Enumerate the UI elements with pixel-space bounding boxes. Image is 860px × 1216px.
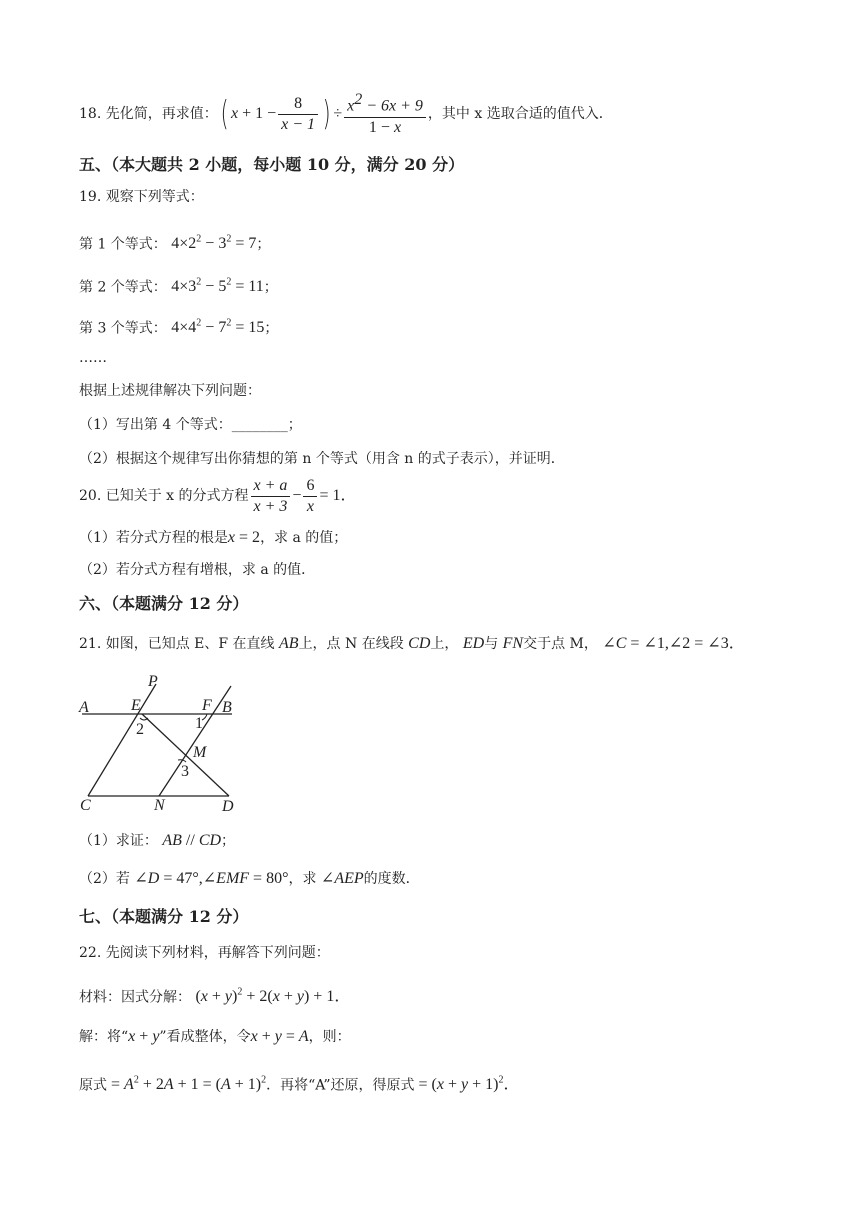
q21-figure xyxy=(74,668,254,818)
q22-material-label: 材料：因式分解： xyxy=(79,989,191,1006)
q22-orig-label: 原式 xyxy=(79,1077,107,1094)
q18-tail: ，其中 x 选取合适的值代入． xyxy=(427,106,613,122)
label-angle-2: 2 xyxy=(136,721,144,738)
q21-part2-a: （2）若 xyxy=(79,871,130,887)
label-a: A xyxy=(79,699,89,716)
section-6-heading: 六、（本题满分 12 分） xyxy=(79,594,249,613)
q22-sol-a: 解：将“ xyxy=(79,1029,129,1045)
q21-text-c: 上， xyxy=(430,636,459,652)
q19-part2: （2）根据这个规律写出你猜想的第 n 个等式（用含 n 的式子表示），并证明． xyxy=(79,451,565,467)
line-cp xyxy=(88,684,156,796)
q19-eq2: 第 2 个等式： $4\times 3^2 - 5^2 = 11$； xyxy=(79,277,278,296)
q22-result: 原式 = $A^2 + 2A + 1 = (A + 1)^2$．再将“A”还原，得原式 = $(x + y + 1)^2$． xyxy=(79,1075,520,1094)
label-c: C xyxy=(80,797,91,814)
q19-task: 根据上述规律解决下列问题： xyxy=(79,383,261,399)
q21-text-b: 上，点 N 在线段 xyxy=(298,636,404,652)
q20-part2: （2）若分式方程有增根，求 a 的值． xyxy=(79,562,316,578)
q20-part1-b: ，求 a 的值； xyxy=(260,530,348,546)
label-b: B xyxy=(222,699,232,716)
q19-part1: （1）写出第 4 个等式：________； xyxy=(79,417,302,433)
q21-text-d: 与 xyxy=(484,636,499,652)
question-18 xyxy=(79,92,613,136)
section-5-heading: 五、（本大题共 2 小题，每小题 10 分，满分 20 分） xyxy=(79,155,465,174)
eq3-label: 第 3 个等式： xyxy=(79,320,167,337)
label-p: P xyxy=(148,673,158,690)
q22-sol-c: ，则： xyxy=(308,1029,351,1045)
label-angle-1: 1 xyxy=(195,715,203,732)
q22-solution: 解：将“x + y”看成整体，令x + y = A，则： xyxy=(79,1028,351,1045)
q20-intro: 20. 已知关于 x 的分式方程 xyxy=(79,488,249,504)
question-20: 20. 已知关于 x 的分式方程 $\frac{x + a}{x + 3}$ − $\frac{6}{x}$ = 1． xyxy=(79,476,357,515)
label-d: D xyxy=(222,798,234,815)
section-7-heading: 七、（本题满分 12 分） xyxy=(79,907,249,926)
q19-eq1: 第 1 个等式： $4\times 2^2 - 3^2 = 7$； xyxy=(79,234,271,253)
q18-expression: ( x + 1 − $\frac{8}{x - 1}$ ) ÷ $\frac{x^2 - 6x + 9}{1 - x}$ xyxy=(218,90,428,137)
label-m: M xyxy=(193,744,207,761)
q19-intro: 19. 观察下列等式： xyxy=(79,189,204,205)
question-21: 21. 如图，已知点 E、F 在直线 AB上，点 N 在线段 CD上， ED与 FN交于点 M， ∠C = ∠1,∠2 = ∠3． xyxy=(79,635,745,652)
label-f: F xyxy=(202,697,212,714)
q22-restore: ．再将“A”还原，得原式 xyxy=(266,1077,415,1094)
q19-eq3: 第 3 个等式： $4\times 4^2 - 7^2 = 15$； xyxy=(79,318,279,337)
q21-part2-c: 的度数． xyxy=(363,871,420,887)
label-e: E xyxy=(131,697,141,714)
q20-part1-a: （1）若分式方程的根是 xyxy=(79,530,228,546)
eq2-label: 第 2 个等式： xyxy=(79,279,167,296)
q21-part2-b: ，求 xyxy=(288,871,317,887)
q22-material: 材料：因式分解： $(x + y)^2 + 2(x + y) + 1$． xyxy=(79,987,351,1006)
q21-text-e: 交于点 M， xyxy=(523,636,598,652)
q19-ellipsis: …… xyxy=(79,350,107,366)
eq1-label: 第 1 个等式： xyxy=(79,236,167,253)
q18-label: 18. 先化简，再求值： xyxy=(79,106,218,122)
q21-part1-label: （1）求证： xyxy=(79,833,158,849)
q22-sol-b: ”看成整体，令 xyxy=(159,1029,251,1045)
q20-part1: （1）若分式方程的根是x = 2，求 a 的值； xyxy=(79,529,348,546)
q21-part1: （1）求证： AB // CD； xyxy=(79,832,236,849)
label-angle-3: 3 xyxy=(181,763,189,780)
q22-intro: 22. 先阅读下列材料，再解答下列问题： xyxy=(79,945,330,961)
label-n: N xyxy=(154,797,165,814)
q21-text-a: 21. 如图，已知点 E、F 在直线 xyxy=(79,636,275,652)
q21-part2: （2）若 ∠D = 47°,∠EMF = 80°，求 ∠AEP的度数． xyxy=(79,870,420,887)
